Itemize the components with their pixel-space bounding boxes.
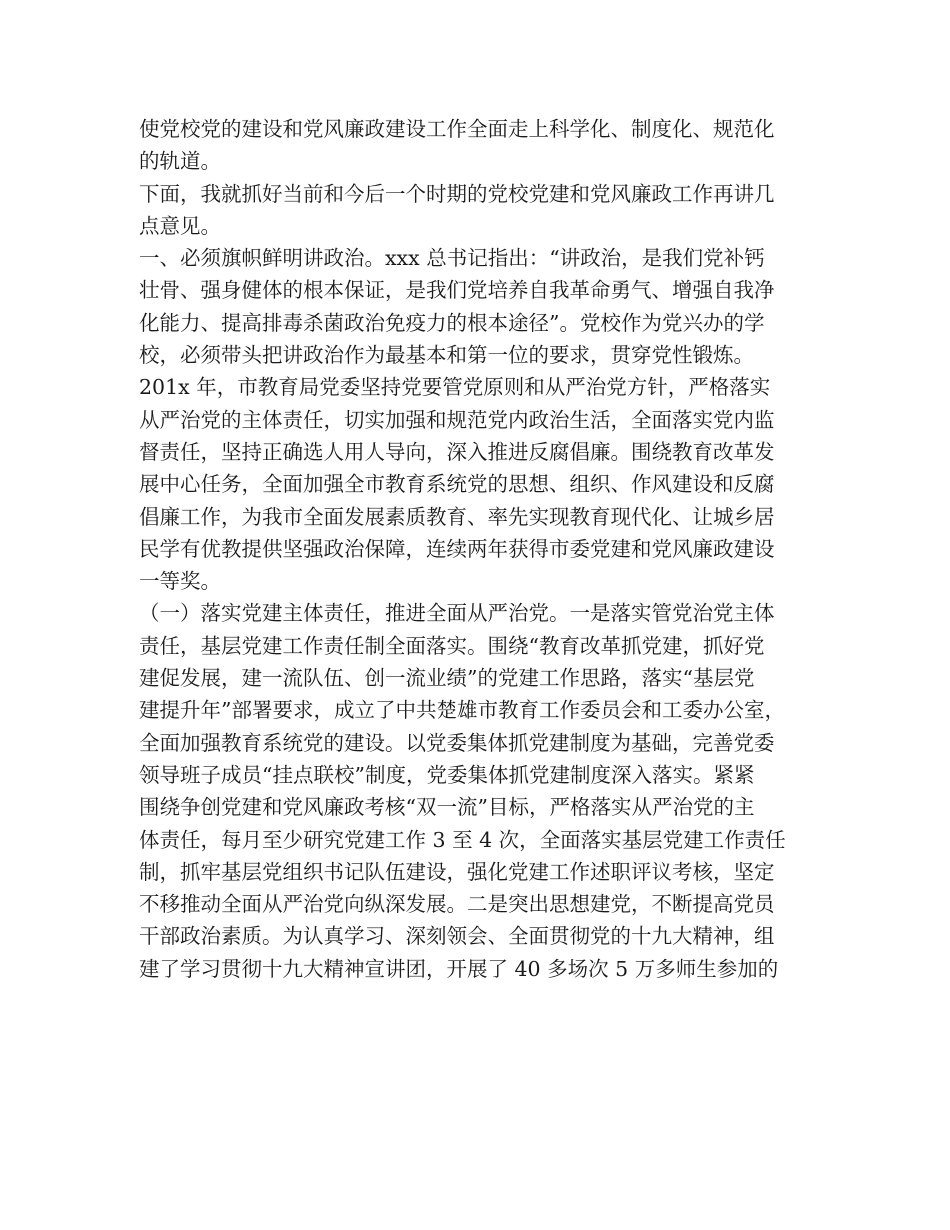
text-line: 化能力、提高排毒杀菌政治免疫力的根本途径”。党校作为党兴办的学: [139, 310, 765, 335]
text-line: 倡廉工作，为我市全面发展素质教育、率先实现教育现代化、让城乡居: [139, 504, 775, 529]
text-line: 一、必须旗帜鲜明讲政治。xxx 总书记指出：“讲政治，是我们党补钙: [139, 246, 765, 271]
text-line: 干部政治素质。为认真学习、深刻领会、全面贯彻党的十九大精神，组: [139, 924, 775, 949]
text-line: 不移推动全面从严治党向纵深发展。二是突出思想建党，不断提高党员: [139, 892, 775, 917]
text-line: 点意见。: [139, 213, 221, 238]
text-line: 领导班子成员“挂点联校”制度，党委集体抓党建制度深入落实。紧紧: [139, 762, 755, 787]
text-line: 民学有优教提供坚强政治保障，连续两年获得市委党建和党风廉政建设: [139, 536, 775, 561]
text-line: 制，抓牢基层党组织书记队伍建设，强化党建工作述职评议考核，坚定: [139, 859, 775, 884]
text-line: 使党校党的建设和党风廉政建设工作全面走上科学化、制度化、规范化: [139, 117, 775, 141]
text-line: 围绕争创党建和党风廉政考核“双一流”目标，严格落实从严治党的主: [139, 795, 755, 820]
text-line: 201x 年，市教育局党委坚持党要管党原则和从严治党方针，严格落实: [139, 375, 771, 400]
text-line: 从严治党的主体责任，切实加强和规范党内政治生活，全面落实党内监: [139, 407, 775, 432]
text-line: 建提升年”部署要求，成立了中共楚雄市教育工作委员会和工委办公室，: [139, 698, 785, 723]
text-line: 督责任，坚持正确选人用人导向，深入推进反腐倡廉。围绕教育改革发: [139, 439, 775, 464]
text-line: 的轨道。: [139, 149, 221, 174]
text-line: 建促发展，建一流队伍、创一流业绩”的党建工作思路，落实“基层党: [139, 666, 755, 691]
text-line: 一等奖。: [139, 569, 221, 594]
body-text: [139, 113, 829, 985]
text-line: 全面加强教育系统党的建设。以党委集体抓党建制度为基础，完善党委: [139, 730, 775, 755]
text-line: 责任，基层党建工作责任制全面落实。围绕“教育改革抓党建，抓好党: [139, 633, 765, 658]
text-line: 下面，我就抓好当前和今后一个时期的党校党建和党风廉政工作再讲几: [139, 181, 775, 206]
text-line: 校，必须带头把讲政治作为最基本和第一位的要求，贯穿党性锻炼。: [139, 343, 754, 368]
text-line: 展中心任务，全面加强全市教育系统党的思想、组织、作风建设和反腐: [139, 472, 775, 497]
text-line: 建了学习贯彻十九大精神宣讲团，开展了 40 多场次 5 万多师生参加的: [139, 956, 779, 981]
text-line: （一）落实党建主体责任，推进全面从严治党。一是落实管党治党主体: [139, 601, 775, 626]
text-line: 体责任，每月至少研究党建工作 3 至 4 次，全面落实基层党建工作责任: [139, 827, 786, 852]
text-line: 壮骨、强身健体的根本保证，是我们党培养自我革命勇气、增强自我净: [139, 278, 775, 303]
